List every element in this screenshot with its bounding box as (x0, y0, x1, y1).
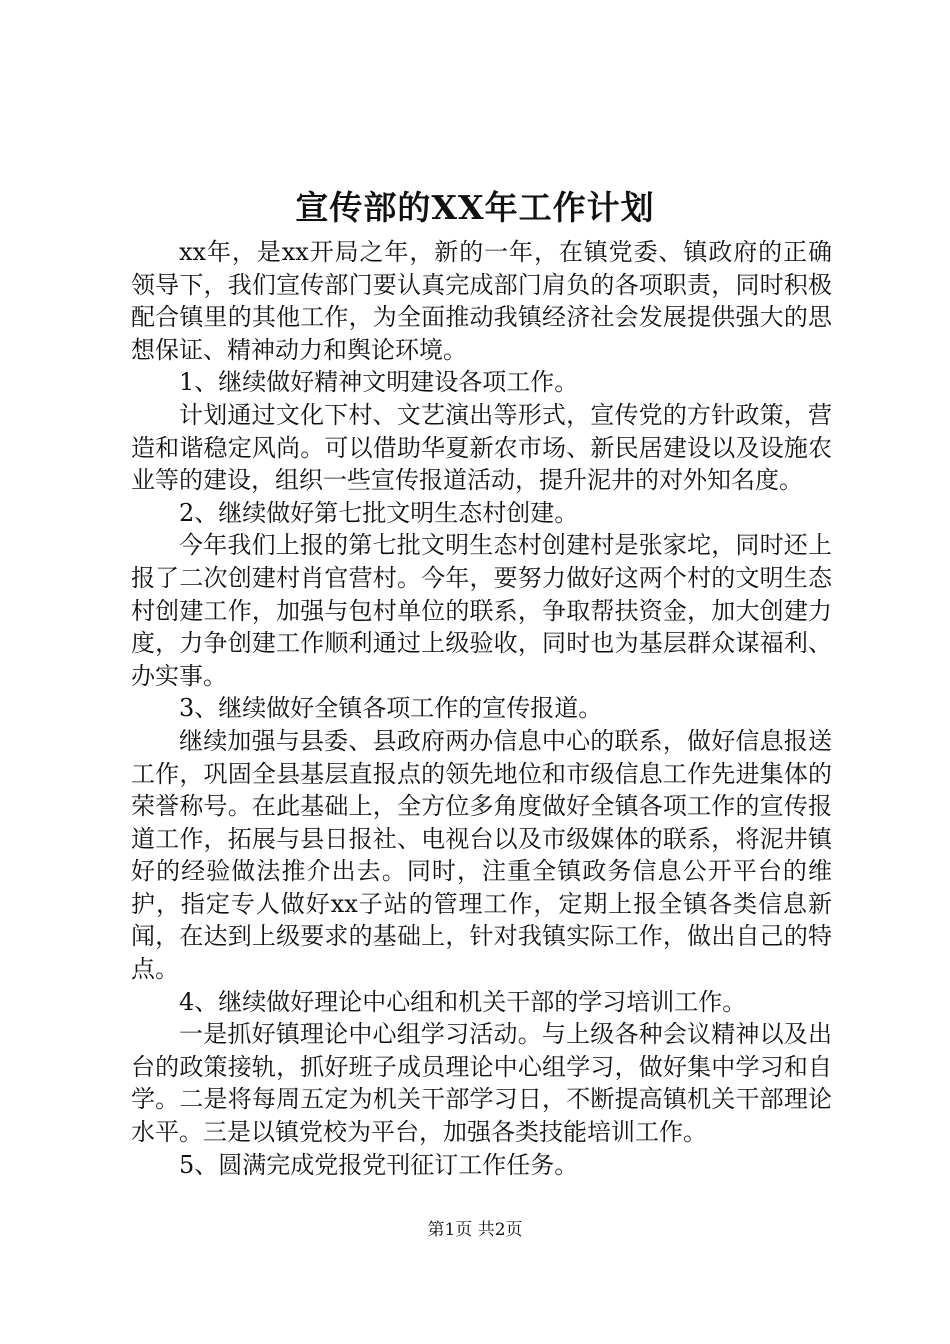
page-footer: 第1页 共2页 (427, 1220, 523, 1240)
document-body (131, 236, 832, 1181)
section-heading-2: 2、继续做好第七批文明生态村创建。 (179, 498, 579, 527)
section-heading-5: 5、圆满完成党报党刊征订工作任务。 (179, 1150, 579, 1179)
section-heading-3: 3、继续做好全镇各项工作的宣传报道。 (179, 694, 603, 723)
paragraph-section-1: 计划通过文化下村、文艺演出等形式，宣传党的方针政策，营造和谐稳定风尚。可以借助华夏新农市场、新民居建设以及设施农业等的建设，组织一些宣传报道活动，提升泥井的对外知名度。 (131, 400, 832, 495)
paragraph-section-3: 继续加强与县委、县政府两办信息中心的联系，做好信息报送工作，巩固全县基层直报点的领先地位和市级信息工作先进集体的荣誉称号。在此基础上，全方位多角度做好全镇各项工作的宣传报道工作，拓展与县日报社、电视台以及市级媒体的联系，将泥井镇好的经验做法推介出去。同时，注重全镇政务信息公开平台的维护，指定专人做好xx子站的管理工作，定期上报全镇各类信息新闻，在达到上级要求的基础上，针对我镇实际工作，做出自己的特点。 (131, 726, 832, 984)
paragraph-intro: xx年，是xx开局之年，新的一年，在镇党委、镇政府的正确领导下，我们宣传部门要认真完成部门肩负的各项职责，同时积极配合镇里的其他工作，为全面推动我镇经济社会发展提供强大的思想保证、精神动力和舆论环境。 (131, 238, 832, 364)
section-heading-1: 1、继续做好精神文明建设各项工作。 (179, 368, 579, 397)
paragraph-section-4: 一是抓好镇理论中心组学习活动。与上级各种会议精神以及出台的政策接轨，抓好班子成员理论中心组学习，做好集中学习和自学。二是将每周五定为机关干部学习日，不断提高镇机关干部理论水平。三是以镇党校为平台，加强各类技能培训工作。 (131, 1020, 832, 1147)
page-title: 宣传部的XX年工作计划 (295, 188, 655, 227)
paragraph-section-2: 今年我们上报的第七批文明生态村创建村是张家坨，同时还上报了二次创建村肖官营村。今年，要努力做好这两个村的文明生态村创建工作，加强与包村单位的联系，争取帮扶资金，加大创建力度，力争创建工作顺利通过上级验收，同时也为基层群众谋福利、办实事。 (131, 531, 832, 690)
section-heading-4: 4、继续做好理论中心组和机关干部的学习培训工作。 (179, 987, 747, 1016)
